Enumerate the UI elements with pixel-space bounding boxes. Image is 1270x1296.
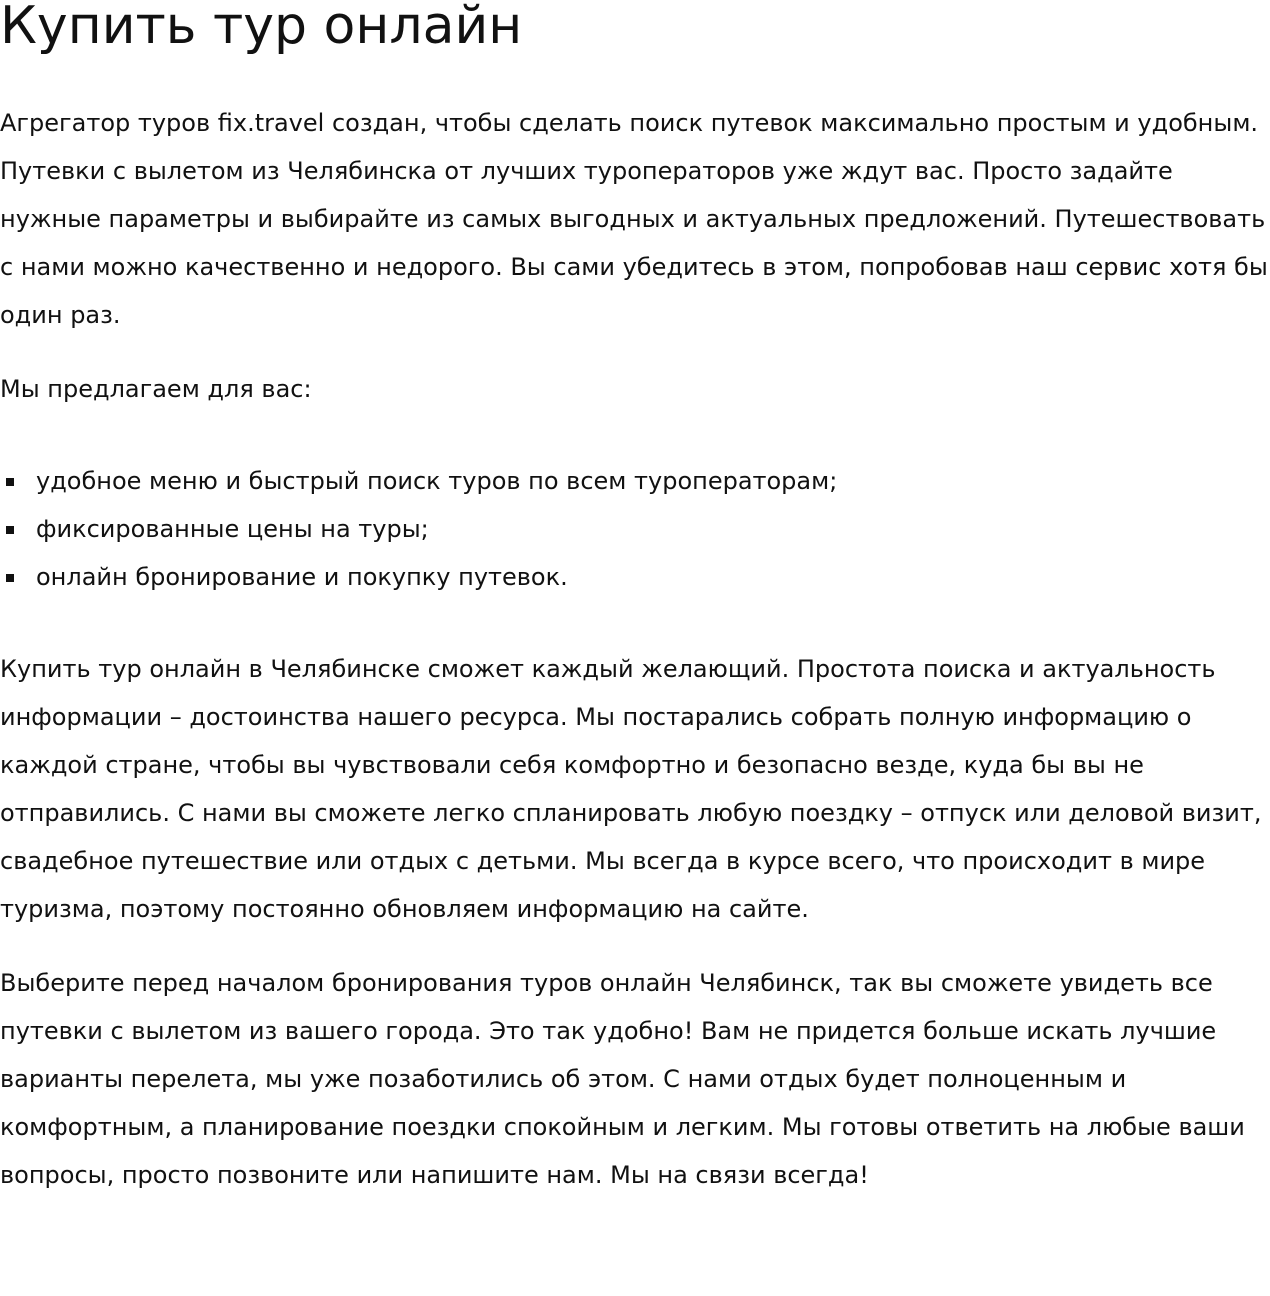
offer-text: удобное меню и быстрый поиск туров по всем туроператорам; — [36, 467, 838, 495]
offer-text: онлайн бронирование и покупку путевок. — [36, 563, 568, 591]
offer-heading: Мы предлагаем для вас: — [0, 375, 312, 403]
list-item — [0, 505, 1270, 553]
list-item — [0, 553, 1270, 601]
page-title: Купить тур онлайн — [0, 0, 523, 56]
offers-list — [0, 457, 1270, 601]
list-item — [0, 457, 1270, 505]
intro-paragraph: Агрегатор туров fix.travel создан, чтобы сделать поиск путевок максимально простым и удобным. Путевки с вылетом из Челябинска от лучших туроператоров уже ждут вас. Просто задайте нужные параметры и выбирайте из самых выгодных и актуальных предложений. Путешествовать с нами можно качественно и недорого. Вы сами убедитесь в этом, попробовав наш сервис хотя бы один раз. — [0, 109, 1268, 329]
closing-paragraph: Выберите перед началом бронирования туров онлайн Челябинск, так вы сможете увидеть все путевки с вылетом из вашего города. Это так удобно! Вам не придется больше искать лучшие варианты перелета, мы уже позаботились об этом. С нами отдых будет полноценным и комфортным, а планирование поездки спокойным и легким. Мы готовы ответить на любые ваши вопросы, просто позвоните или напишите нам. Мы на связи всегда! — [0, 969, 1245, 1189]
bullet-square-icon — [6, 574, 14, 582]
booking-paragraph: Купить тур онлайн в Челябинске сможет каждый желающий. Простота поиска и актуальность информации – достоинства нашего ресурса. Мы постарались собрать полную информацию о каждой стране, чтобы вы чувствовали себя комфортно и безопасно везде, куда бы вы не отправились. С нами вы сможете легко спланировать любую поездку – отпуск или деловой визит, свадебное путешествие или отдых с детьми. Мы всегда в курсе всего, что происходит в мире туризма, поэтому постоянно обновляем информацию на сайте. — [0, 655, 1262, 923]
bullet-square-icon — [6, 526, 14, 534]
bullet-square-icon — [6, 478, 14, 486]
offer-text: фиксированные цены на туры; — [36, 515, 429, 543]
